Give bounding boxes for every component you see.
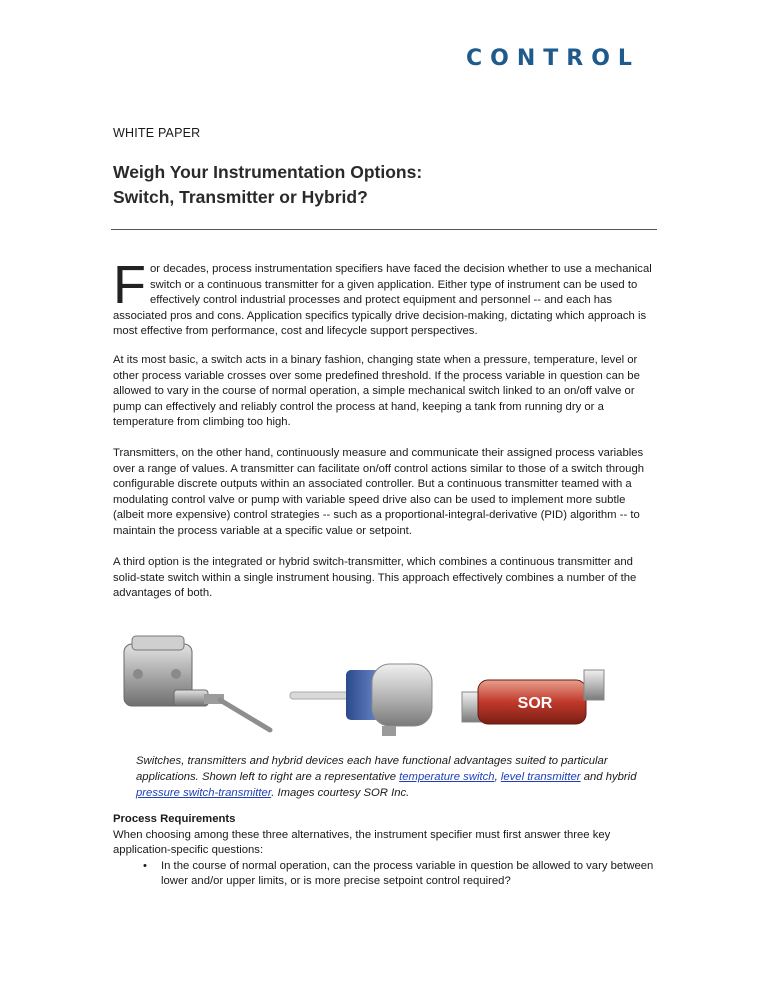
bullet-icon: • <box>143 859 147 872</box>
control-logo: CONTROL <box>466 46 640 71</box>
intro-paragraph <box>113 255 658 340</box>
pressure-switch-transmitter-image <box>462 670 604 724</box>
intro-text: or decades, process instrumentation specifiers have faced the decision whether to use a mechanical switch or a continuous transmitter for a given application. Either type of instrument can be used to effectively control industrial processes and protect equipment and personnel -- and each has associated pros and cons. Application specifics typically drive decision-making, dictating which approach is most effective from performance, cost and lifecycle support perspectives. <box>113 263 652 338</box>
title-divider <box>111 229 657 230</box>
document-type-label: WHITE PAPER <box>113 126 201 140</box>
level-transmitter-link[interactable]: level transmitter <box>500 771 581 783</box>
product-image <box>120 630 620 740</box>
list-item <box>113 859 658 890</box>
process-requirements-section <box>113 812 658 890</box>
paragraph-transmitter: Transmitters, on the other hand, continuously measure and communicate their assigned process variables over a range of values. A transmitter can facilitate on/off control actions similar to those of a switch through configurable discrete outputs within an associated controller. But a continuous transmitter teamed with a modulating control valve or pump with variable speed drive also can be used to implement more subtle (albeit more expensive) control strategies -- such as a proportional-integral-derivative (PID) algorithm -- to maintain the process variable at a specific value or setpoint. <box>113 447 645 537</box>
paragraph-hybrid: A third option is the integrated or hybrid switch-transmitter, which combines a continuous transmitter and solid-state switch within a single instrument housing. This approach effectively combines a number of the advantages of both. <box>113 556 637 600</box>
temperature-switch-link[interactable]: temperature switch <box>399 771 495 783</box>
temperature-switch-image <box>124 636 270 730</box>
section-intro: When choosing among these three alternatives, the instrument specifier must first answer three key application-specific questions: <box>113 828 611 857</box>
figure-caption <box>136 753 656 801</box>
product-figure <box>120 630 620 740</box>
title-line-1: Weigh Your Instrumentation Options: <box>113 162 423 182</box>
caption-text-3: . Images courtesy SOR Inc. <box>271 787 410 799</box>
paragraph-switch: At its most basic, a switch acts in a binary fashion, changing state when a pressure, temperature, level or other process variable crosses over some predefined threshold. If the process variable in question can be allowed to vary in the course of normal operation, a simple mechanical switch linked to an on/off valve or pump can effectively and reliably control the process at hand, keeping a tank from running dry or a temperature from climbing too high. <box>113 354 640 429</box>
caption-separator: , <box>494 771 501 783</box>
pressure-switch-transmitter-link[interactable]: pressure switch-transmitter <box>136 787 272 799</box>
question-list <box>113 859 658 890</box>
level-transmitter-image <box>290 664 432 736</box>
caption-text-1: Switches, transmitters and hybrid devices each have functional advantages suited to particular applications. Shown left to right are a representative <box>136 755 608 783</box>
caption-text-2: and hybrid <box>580 771 637 783</box>
hybrid-device-label: SOR <box>517 695 553 712</box>
title-line-2: Switch, Transmitter or Hybrid? <box>113 187 368 207</box>
page-title <box>113 160 673 210</box>
section-heading: Process Requirements <box>113 813 236 825</box>
drop-cap: F <box>113 255 146 315</box>
list-item-text: In the course of normal operation, can the process variable in question be allowed to vary between lower and/or upper limits, or is more precise setpoint control required? <box>161 859 654 888</box>
